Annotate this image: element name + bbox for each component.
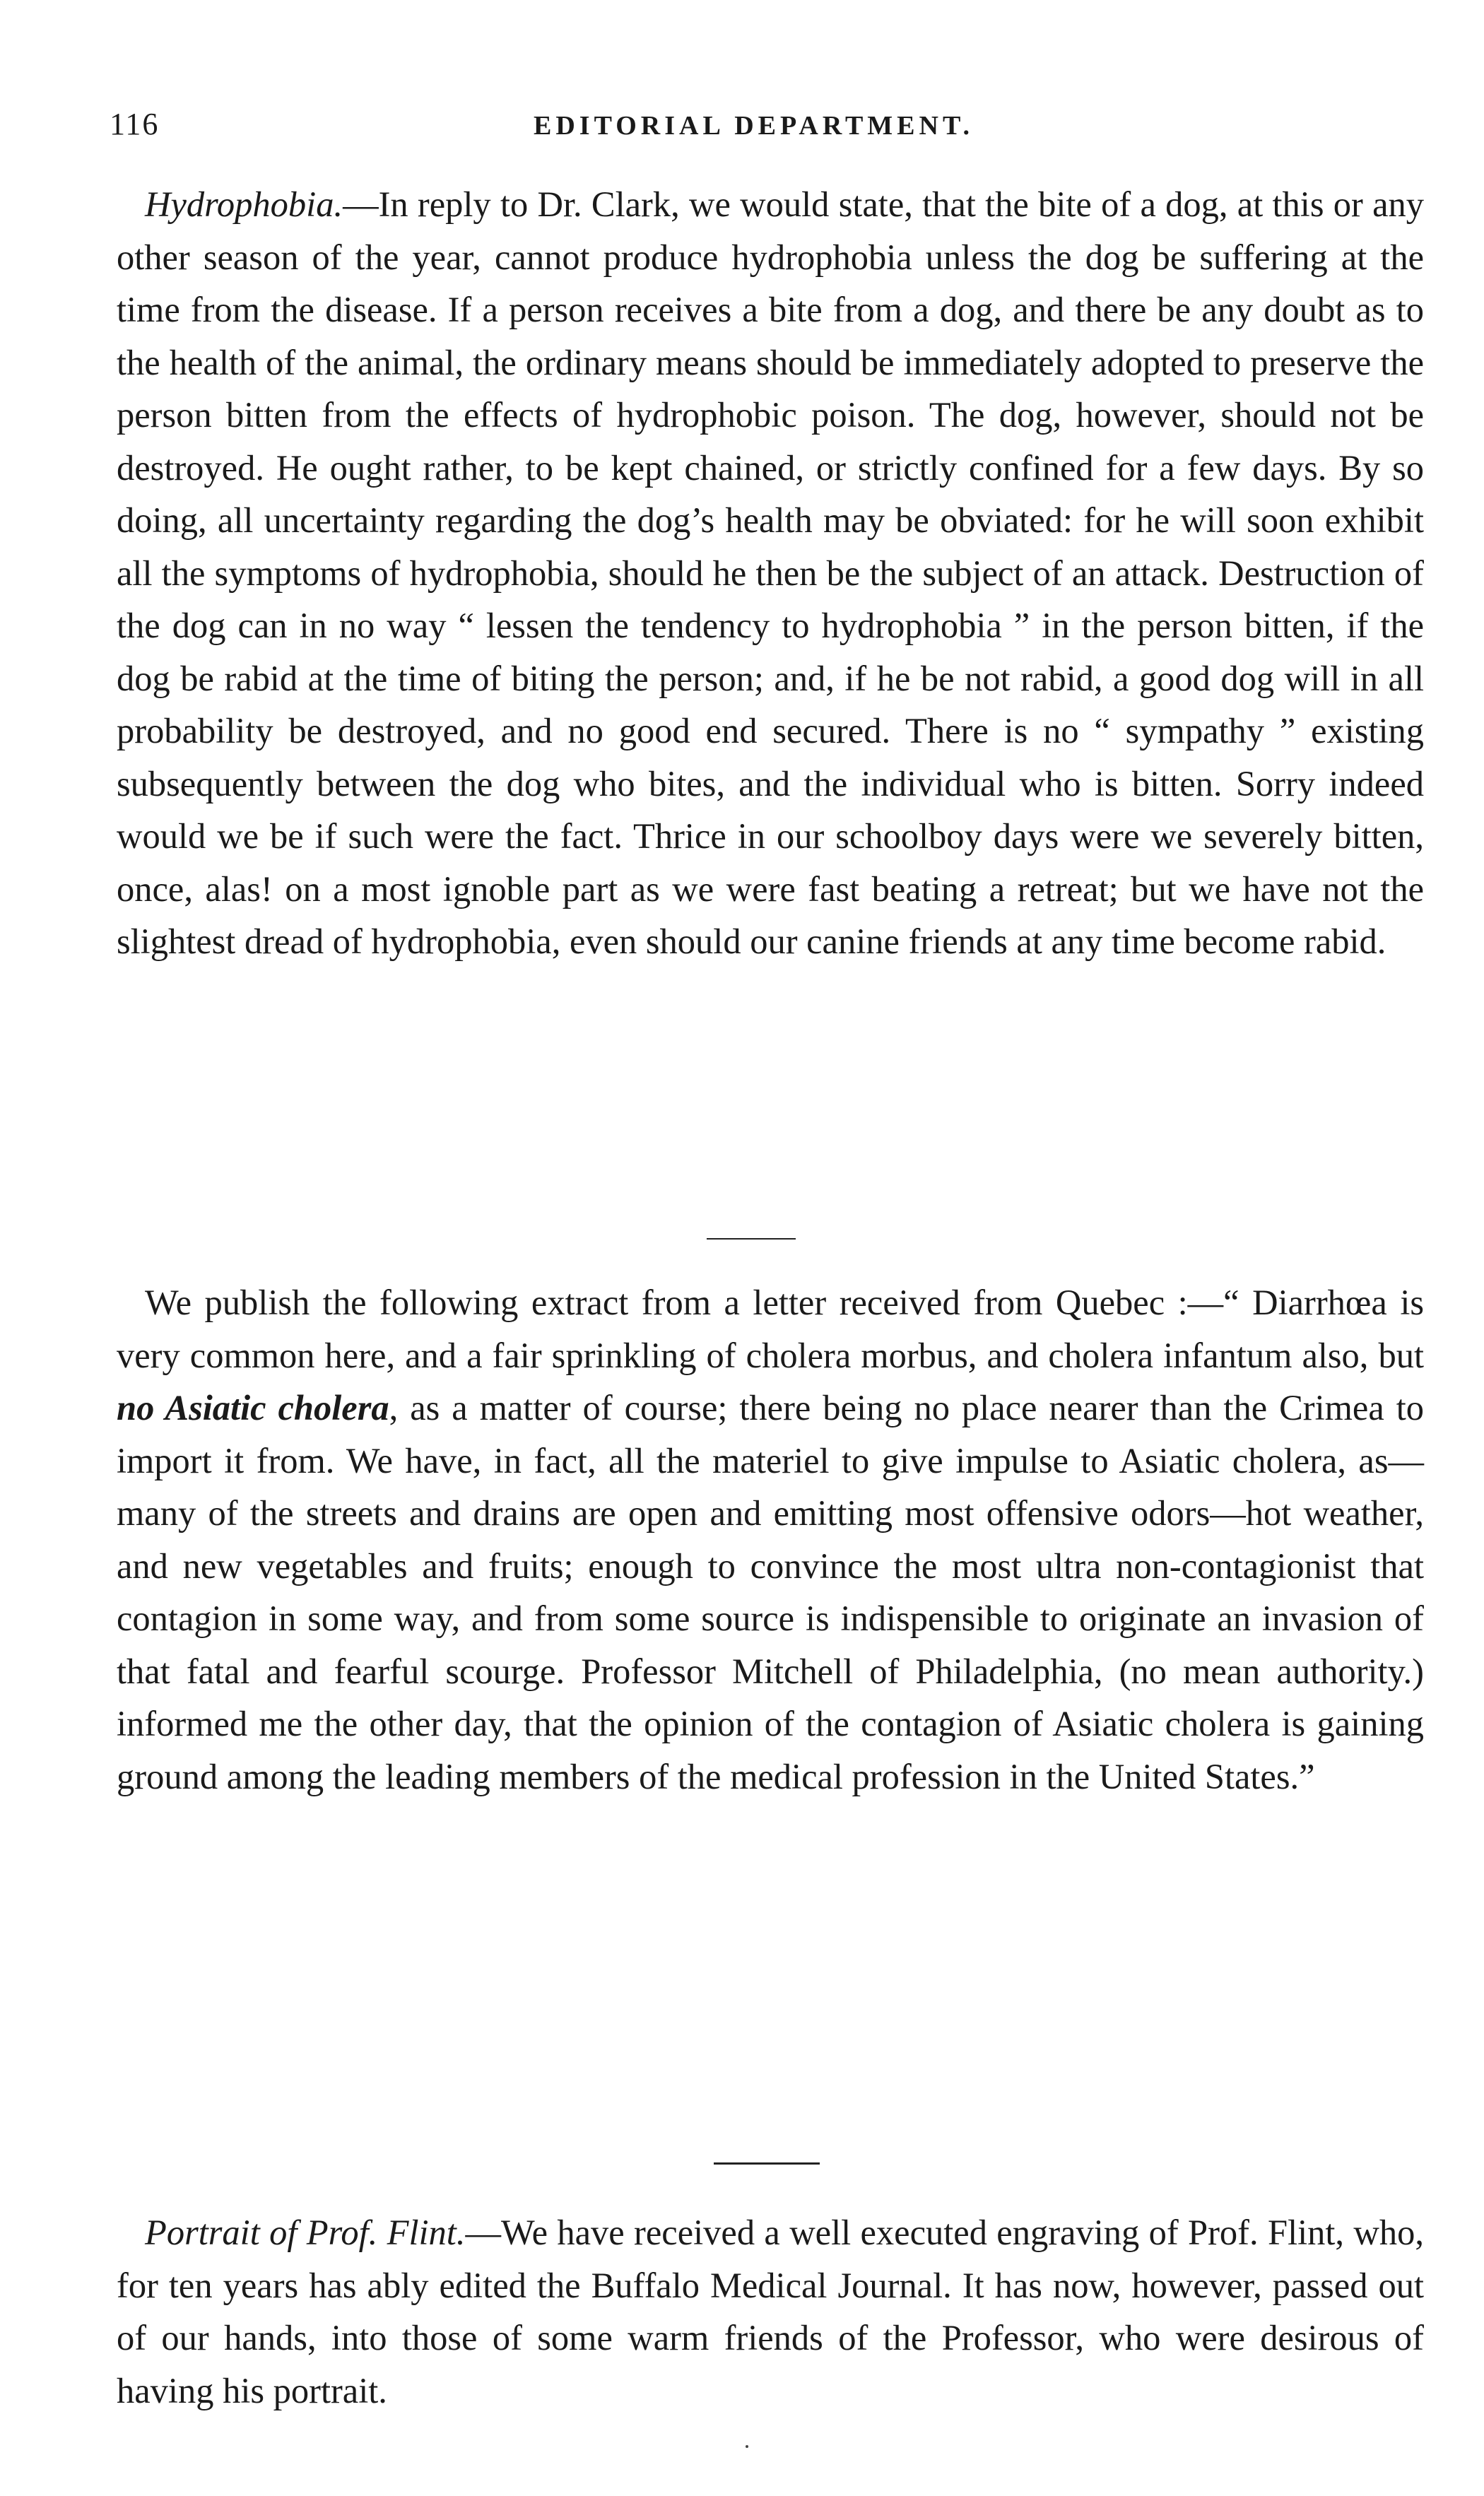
- paragraph-hydrophobia: [117, 178, 1424, 968]
- emphasized-phrase: no Asiatic cholera: [117, 1388, 389, 1427]
- paragraph-text: We publish the following extract from a letter received from Quebec :—“ Diarrhœa is very common here, and a fair sprinkling of cholera morbus, and cholera infantum also, but: [117, 1283, 1424, 1375]
- print-speck: [746, 2445, 748, 2448]
- paragraph-portrait: [117, 2206, 1424, 2417]
- section-divider: [714, 2162, 820, 2165]
- lead-in-portrait: Portrait of Prof. Flint.: [145, 2213, 466, 2252]
- lead-in-hydrophobia: Hydrophobia.: [145, 184, 343, 224]
- section-title: EDITORIAL DEPARTMENT.: [534, 111, 974, 141]
- section-divider: [707, 1238, 796, 1240]
- paragraph-text: , as a matter of course; there being no place nearer than the Crimea to import it from. We have, in fact, all the materiel to give impulse to Asiatic cholera, as—many of the streets and drains are open and emitting most offensive odors—hot weather, and new vegetables and fruits; enough to convince the most ultra non-contagionist that contagion in some way, and from some source is indispensible to originate an invasion of that fatal and fearful scourge. Professor Mitchell of Philadelphia, (no mean authority.) informed me the other day, that the opinion of the contagion of Asiatic cholera is gaining ground among the leading members of the medical profession in the United States.”: [117, 1388, 1424, 1796]
- running-head: [110, 106, 1431, 155]
- paragraph-text: —In reply to Dr. Clark, we would state, that the bite of a dog, at this or any other season of the year, cannot produce hydrophobia unless the dog be suffering at the time from the disease. If a person receives a bite from a dog, and there be any doubt as to the health of the animal, the ordinary means should be immediately adopted to preserve the person bitten from the effects of hydrophobic poison. The dog, however, should not be destroyed. He ought rather, to be kept chained, or strictly confined for a few days. By so doing, all uncertainty regarding the dog’s health may be obviated: for he will soon exhibit all the symptoms of hydrophobia, should he then be the subject of an attack. Destruction of the dog can in no way “ lessen the tendency to hydrophobia ” in the person bitten, if the dog be rabid at the time of biting the person; and, if he be not rabid, a good dog will in all probability be destroyed, and no good end secured. There is no “ sympathy ” existing subsequently between the dog who bites, and the individual who is bitten. Sorry indeed would we be if such were the fact. Thrice in our schoolboy days were we severely bitten, once, alas! on a most ignoble part as we were fast beating a retreat; but we have not the slightest dread of hydrophobia, even should our canine friends at any time become rabid.: [117, 184, 1424, 961]
- paragraph-text: —We have received a well executed engraving of Prof. Flint, who, for ten years has ably edited the Buffalo Medical Journal. It has now, however, passed out of our hands, into those of some warm friends of the Professor, who were desirous of having his portrait.: [117, 2213, 1424, 2410]
- paragraph-quebec-letter: [117, 1276, 1424, 1803]
- page-number: 116: [110, 107, 160, 141]
